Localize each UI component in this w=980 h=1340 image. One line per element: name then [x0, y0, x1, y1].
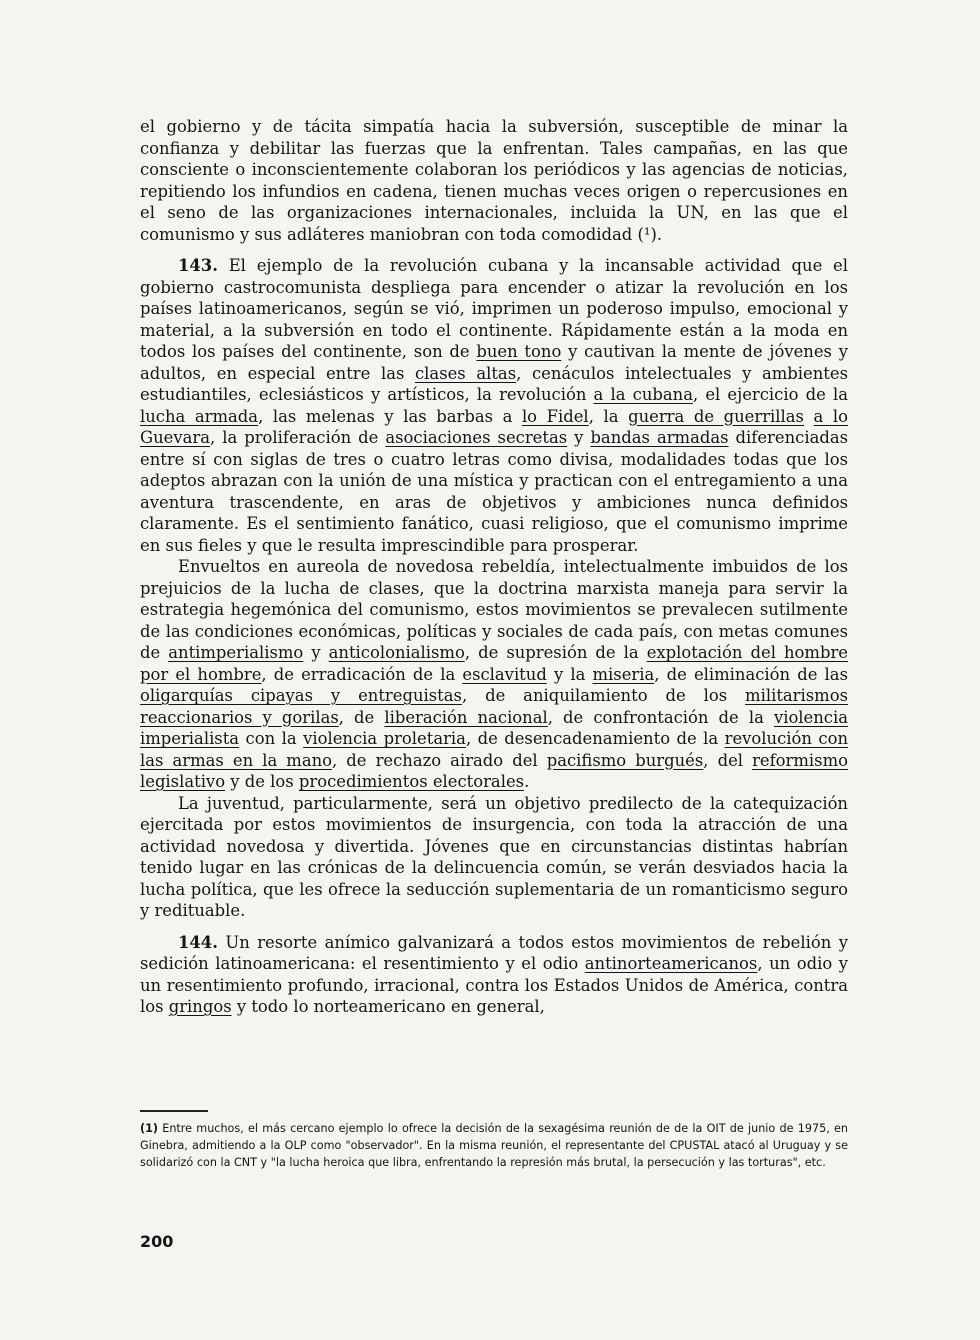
text-run: [804, 407, 814, 426]
paragraph-143: [140, 255, 848, 556]
underlined-phrase: antimperialismo: [168, 643, 304, 662]
footnote-text: Entre muchos, el más cercano ejemplo lo ofrece la decisión de la sexagésima reunión de de la OIT de junio de 1975, en Ginebra, admitiendo a la OLP como "observador". En la misma reunión, el representante del CPUSTAL atacó al Uruguay y se solidarizó con la CNT y "la lucha heroica que libra, enfrentando la represión más brutal, la persecución y las torturas", etc.: [140, 1122, 848, 1169]
underlined-phrase: guerra de guerrillas: [628, 406, 804, 426]
underlined-phrase: asociaciones secretas: [385, 428, 568, 447]
text-run: La juventud, particularmente, será un objetivo predilecto de la catequización ejercitada por estos movimientos de insurgencia, con toda la atracción de una actividad novedosa y divertida. Jóvenes que en circunstancias distintas habrían tenido lugar en las crónicas de la delincuencia común, se verán desviados hacia la lucha política, que les ofrece la seducción suplementaria de un romanticismo seguro y redituable.: [140, 793, 848, 920]
underlined-phrase: violencia imperialista: [140, 707, 848, 748]
underlined-phrase: clases altas: [415, 363, 517, 383]
text-run: , de rechazo airado del: [332, 750, 547, 770]
text-run: y todo lo norteamericano en general,: [231, 997, 545, 1016]
text-run: , de aniquilamiento de los: [461, 686, 746, 705]
text-run: y: [567, 428, 591, 447]
underlined-phrase: antinorteamericanos: [584, 954, 758, 973]
text-run: , cenáculos intelectuales y ambientes estudiantiles, eclesiásticos y artísticos, la revolución: [140, 363, 848, 404]
underlined-phrase: pacifismo burgués: [546, 750, 704, 770]
page-body: [140, 116, 848, 1018]
text-run: y: [303, 643, 329, 662]
text-run: , de supresión de la: [464, 643, 647, 662]
underlined-phrase: miseria: [592, 664, 655, 684]
text-run: .: [524, 772, 530, 791]
underlined-phrase: procedimientos electorales: [298, 772, 525, 791]
underlined-phrase: lucha armada: [140, 406, 259, 426]
text-run: Un resorte anímico galvanizará a todos estos movimientos de rebelión y sedición latinoamericana: el resentimiento y el odio: [140, 932, 848, 973]
text-run: y de los: [225, 772, 299, 791]
paragraph-4: [140, 793, 848, 922]
text-run: y cautivan la mente de jóvenes y adultos, en especial entre las: [140, 342, 848, 383]
footnote: [140, 1120, 848, 1171]
underlined-phrase: liberación nacional: [384, 707, 548, 727]
paragraph-1: [140, 116, 848, 245]
text-run: diferenciadas entre sí con siglas de tres o cuatro letras como divisa, modalidades todas que los adeptos abrazan con la unión de una mística y practican con el entregamiento a una aventura trascendente, en aras de objetivos y ambiciones nunca definidos claramente. Es el sentimiento fanático, cuasi religioso, que el comunismo imprime en sus fieles y que le resulta imprescindible para prosperar.: [140, 428, 849, 555]
underlined-phrase: violencia proletaria: [303, 729, 466, 748]
underlined-phrase: a lo Guevara: [140, 406, 849, 447]
underlined-phrase: buen tono: [476, 342, 562, 361]
paragraph-number: 143.: [178, 256, 218, 275]
text-run: con la: [239, 729, 304, 748]
underlined-phrase: esclavitud: [462, 664, 547, 684]
footnote-mark: (1): [140, 1122, 159, 1135]
text-run: , de confrontación de la: [547, 707, 774, 727]
text-run: , de desencadenamiento de la: [465, 729, 725, 748]
underlined-phrase: anticolonialismo: [328, 643, 465, 662]
page-number: 200: [140, 1232, 174, 1251]
text-run: , la proliferación de: [210, 428, 386, 447]
underlined-phrase: explotación del hombre por el hombre: [140, 643, 848, 684]
text-run: , la: [588, 406, 629, 426]
underlined-phrase: lo Fidel: [521, 406, 589, 426]
underlined-phrase: gringos: [168, 997, 232, 1016]
underlined-phrase: revolución con las armas en la mano: [140, 729, 849, 770]
paragraph-number: 144.: [178, 932, 218, 952]
underlined-phrase: a la cubana: [593, 385, 693, 404]
text-run: y la: [546, 664, 593, 684]
underlined-phrase: reformismo legislativo: [140, 750, 848, 791]
text-run: El ejemplo de la revolución cubana y la incansable actividad que el gobierno castrocomunista despliega para encender o atizar la revolución en los países latinoamericanos, según se vió, imprimen un poderoso impulso, emocional y material, a la subversión en todo el continente. Rápidamente están a la moda en todos los países del continente, son de: [140, 256, 848, 361]
underlined-phrase: oligarquías cipayas y entreguistas: [140, 686, 462, 705]
text-run: , las melenas y las barbas a: [258, 406, 522, 426]
paragraph-144: [140, 932, 848, 1018]
text-run: , del: [703, 750, 753, 770]
text-run: , el ejercicio de la: [692, 385, 848, 404]
underlined-phrase: bandas armadas: [590, 428, 729, 447]
underlined-phrase: militarismos reaccionarios y gorilas: [140, 686, 848, 727]
text-run: , de: [338, 707, 385, 727]
text-run: el gobierno y de tácita simpatía hacia la subversión, susceptible de minar la confianza y debilitar las fuerzas que la enfrentan. Tales campañas, en las que consciente o inconscientemente colaboran los periódicos y las agencias de noticias, repitiendo los infundios en cadena, tienen muchas veces origen o repercusiones en el seno de las organizaciones internacionales, incluida la UN, en las que el comunismo y sus adláteres maniobran con toda comodidad (¹).: [140, 117, 848, 244]
paragraph-3: [140, 556, 848, 793]
text-run: , de eliminación de las: [654, 664, 848, 684]
text-run: Envueltos en aureola de novedosa rebeldía, intelectualmente imbuidos de los prejuicios de la lucha de clases, que la doctrina marxista maneja para servir la estrategia hegemónica del comunismo, estos movimientos se prevalecen sutilmente de las condiciones económicas, políticas y sociales de cada país, con metas comunes de: [140, 557, 848, 662]
footnote-divider: [140, 1110, 208, 1112]
text-run: , un odio y un resentimiento profundo, irracional, contra los Estados Unidos de América, contra los: [140, 954, 849, 1016]
text-run: , de erradicación de la: [261, 664, 463, 684]
